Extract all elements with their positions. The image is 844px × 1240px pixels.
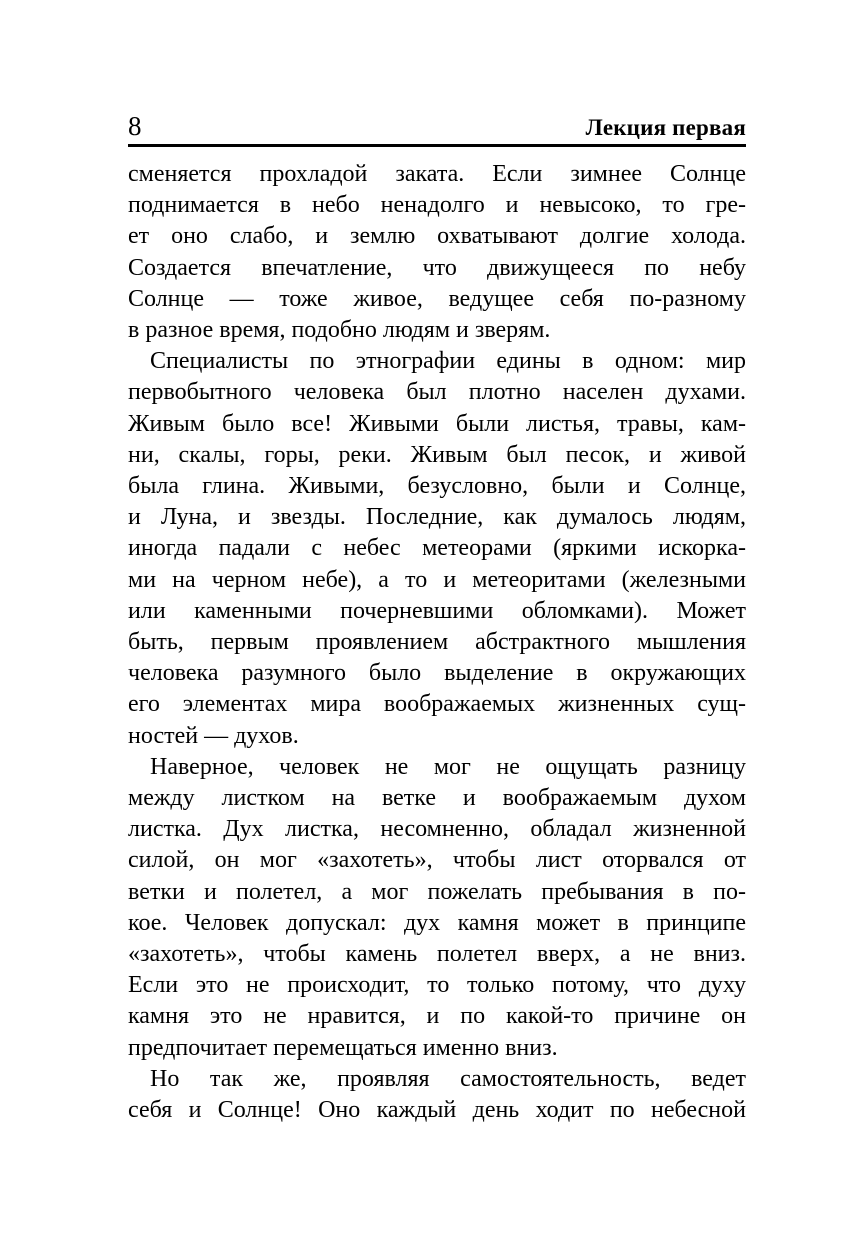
text-line: Живым было все! Живыми были листья, травы, кам- — [128, 410, 746, 437]
text-line: сменяется прохладой заката. Если зимнее Солнце — [128, 161, 746, 187]
text-line: Солнце — тоже живое, ведущее себя по-разному — [128, 285, 746, 312]
text-line: ветки и полетел, а мог пожелать пребывания в по- — [128, 878, 746, 905]
text-line: Специалисты по этнографии едины в одном: мир — [150, 348, 746, 375]
text-line: между листком на ветке и воображаемым духом — [128, 785, 746, 812]
text-line: предпочитает перемещаться именно вниз. — [128, 1034, 558, 1061]
text-line: силой, он мог «захотеть», чтобы лист оторвался от — [128, 847, 746, 874]
text-line: ми на черном небе), а то и метеоритами (железными — [128, 566, 746, 593]
running-head — [128, 111, 746, 147]
page-number: 8 — [128, 111, 142, 141]
text-block — [128, 159, 746, 1126]
text-line: камня это не нравится, и по какой-то причине он — [128, 1003, 746, 1030]
text-line: иногда падали с небес метеорами (яркими искорка- — [128, 535, 746, 562]
text-line: человека разумного было выделение в окружающих — [128, 660, 746, 687]
text-line: Если это не происходит, то только потому, что духу — [128, 972, 746, 999]
text-line: Наверное, человек не мог не ощущать разницу — [150, 753, 746, 780]
text-line: ностей — духов. — [128, 722, 299, 749]
text-line: ни, скалы, горы, реки. Живым был песок, и живой — [128, 441, 746, 468]
text-line: его элементах мира воображаемых жизненных сущ- — [128, 691, 746, 718]
text-line: быть, первым проявлением абстрактного мышления — [128, 629, 746, 656]
text-line: кое. Человек допускал: дух камня может в принципе — [128, 909, 746, 936]
text-line: себя и Солнце! Оно каждый день ходит по небесной — [128, 1097, 746, 1124]
text-line: была глина. Живыми, безусловно, были и Солнце, — [128, 473, 746, 500]
paragraph — [128, 346, 746, 752]
paragraph — [128, 159, 746, 346]
text-line: «захотеть», чтобы камень полетел вверх, а не вниз. — [128, 941, 746, 968]
paragraph — [128, 752, 746, 1064]
text-line: в разное время, подобно людям и зверям. — [128, 317, 551, 344]
text-line: и Луна, и звезды. Последние, как думалось людям, — [128, 504, 746, 531]
text-line: Но так же, проявляя самостоятельность, ведет — [150, 1065, 746, 1092]
text-line: листка. Дух листка, несомненно, обладал жизненной — [128, 816, 746, 843]
text-line: Создается впечатление, что движущееся по небу — [128, 254, 746, 281]
text-line: или каменными почерневшими обломками). Может — [128, 597, 746, 624]
paragraph — [128, 1064, 746, 1126]
text-line: поднимается в небо ненадолго и невысоко, то гре- — [128, 192, 746, 219]
chapter-header: Лекция первая — [585, 115, 746, 140]
text-line: ет оно слабо, и землю охватывают долгие холода. — [128, 223, 746, 250]
text-line: первобытного человека был плотно населен духами. — [128, 379, 746, 406]
